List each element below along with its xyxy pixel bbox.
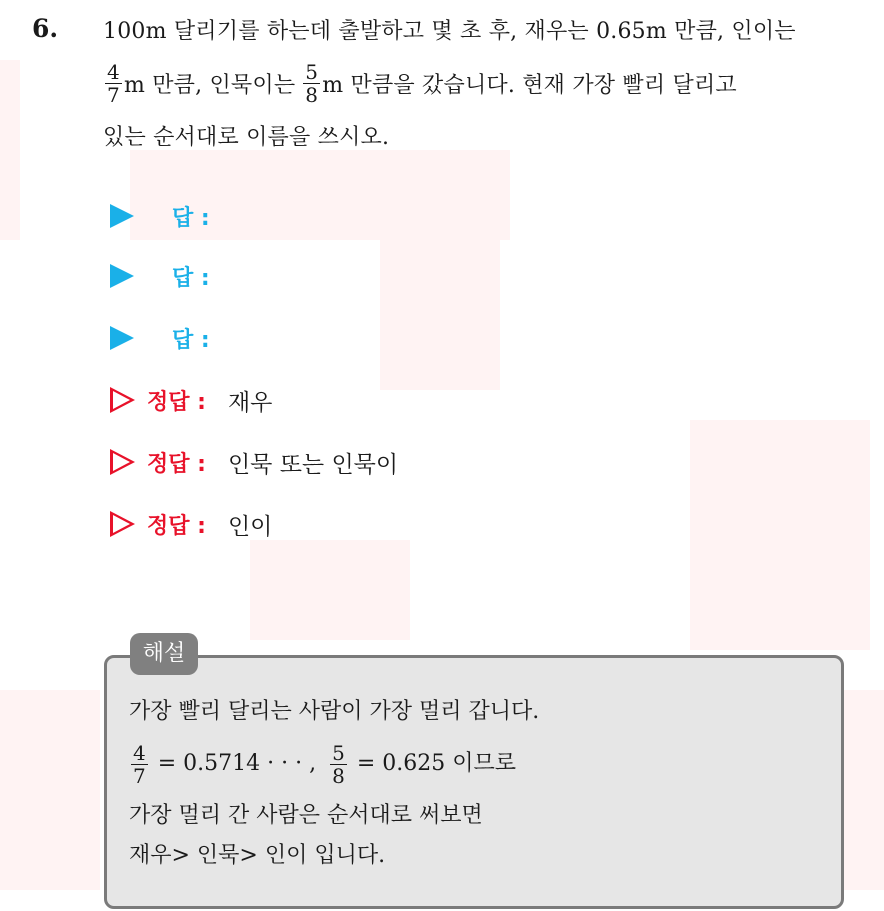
correct-answer-label: 정답 : [147,389,206,415]
question-text [103,12,873,158]
watermark-block [0,60,20,240]
correct-answer-label: 정답 : [147,513,206,539]
explanation-math-line [129,732,539,796]
equation-a: = 0.5714 · · · , [157,751,317,776]
fraction-four-sevenths: $\frac{4}{7}$ [133,740,146,788]
answer-row-1[interactable] [110,196,210,236]
fraction-four-sevenths: $\frac{4}{7}$ [107,59,120,107]
question-line-1: 100m 달리기를 하는데 출발하고 몇 초 후, 재우는 0.65m 만큼, 인이는 [103,19,796,44]
correct-answer-value: 재우 [227,389,273,416]
answer-label: 답 : [172,327,210,353]
watermark-block [840,690,884,890]
explanation-line-3: 가장 멀리 간 사람은 순서대로 써보면 [129,803,483,828]
explanation-box [104,655,844,909]
answer-label: 답 : [172,265,210,291]
correct-answer-value: 인묵 또는 인묵이 [227,451,399,478]
correct-answer-label: 정답 : [147,451,206,477]
equation-b: = 0.625 이므로 [356,751,516,776]
play-arrow-icon [110,326,134,350]
explanation-line-4: 재우> 인묵> 인이 입니다. [129,843,386,868]
watermark-block [380,170,500,390]
outline-arrow-icon [110,449,135,475]
question-number: 6. [32,14,59,43]
correct-answer-row-2 [110,442,398,482]
correct-answer-row-3 [110,504,272,544]
outline-arrow-icon [110,511,135,537]
question-line-3: 있는 순서대로 이름을 쓰시오. [103,125,390,150]
watermark-block [690,420,870,650]
question-line-2 [103,52,873,114]
fraction-five-eighths: $\frac{5}{8}$ [332,740,345,788]
fraction-five-eighths: $\frac{5}{8}$ [305,59,319,107]
explanation-tag: 해설 [130,633,198,675]
correct-answer-value: 인이 [227,513,273,540]
answer-label: 답 : [172,205,210,231]
answer-row-2[interactable] [110,256,210,296]
correct-answer-row-1 [110,380,272,420]
watermark-block [0,690,100,890]
explanation-line-1: 가장 빨리 달리는 사람이 가장 멀리 갑니다. [129,699,540,724]
play-arrow-icon [110,204,134,228]
question-line-2-part-a: m 만큼, 인묵이는 [123,72,296,98]
question-line-2-part-b: m 만큼을 갔습니다. 현재 가장 빨리 달리고 [322,72,737,98]
play-arrow-icon [110,264,134,288]
explanation-content [129,692,539,876]
watermark-block [250,540,410,640]
outline-arrow-icon [110,387,135,413]
answer-row-3[interactable] [110,318,210,358]
